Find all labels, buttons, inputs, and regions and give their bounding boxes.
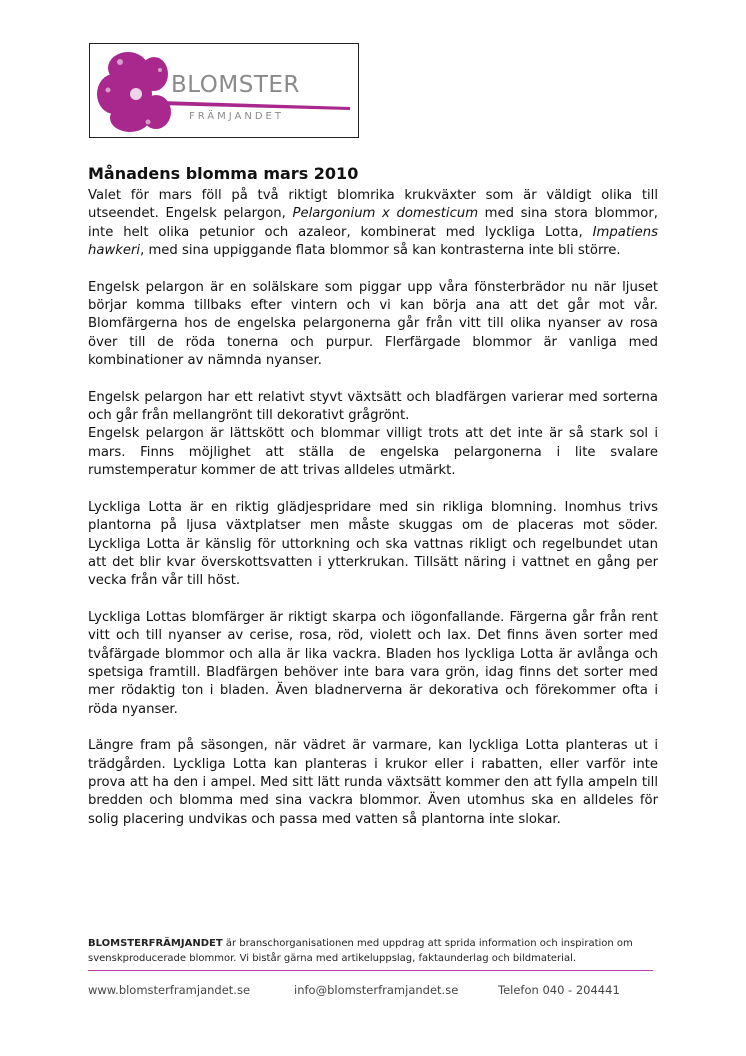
logo-brand-subtitle: FRÄMJANDET [189,111,284,122]
paragraph-text: Engelsk pelargon har ett relativt styvt växtsätt och bladfärgen varierar med sorterna och går från mellangrönt till dekorativt grågrönt. [88,389,658,424]
paragraph [88,609,658,719]
footer-website-link[interactable]: www.blomsterframjandet.se [88,983,251,997]
footer-description: är branschorganisationen med uppdrag att sprida information och inspiration om svenskproducerade blommor. Vi bistår gärna med artikeluppslag, faktaunderlag och bildmaterial. [88,938,633,964]
paragraph-text: Engelsk pelargon är en solälskare som piggar upp våra fönsterbrädor nu när ljuset börjar komma tillbaks efter vintern och vi kan börja ana att det går mot vår. Blomfärgerna hos de engelska pelargonerna går från vitt till olika nyanser av rosa över till de röda tonerna och purpur. Flerfärgade blommor är vanliga med kombinationer av nämnda nyanser. [88,279,658,369]
paragraph-text: , med sina uppiggande flata blommor så kan kontrasterna inte bli större. [140,243,621,259]
footer-email-link[interactable]: info@blomsterframjandet.se [294,983,459,997]
paragraph-text: Lyckliga Lottas blomfärger är riktigt skarpa och iögonfallande. Färgerna går från rent vitt och till nyanser av cerise, rosa, röd, violett och lax. Det finns även sorter med tvåfärgade blommor och alla är lika vackra. Bladen hos lyckliga Lotta är avlånga och spetsiga framtill. Bladfärgen behöver inte bara vara grön, idag finns det sorter med mer rödaktig ton i bladen. Även bladnerverna är dekorativa och förekommer ofta i röda nyanser. [88,609,658,717]
paragraph [88,499,658,591]
page-title: Månadens blomma mars 2010 [88,164,359,183]
logo-brand-name: BLOMSTER [171,72,300,98]
paragraph-text: Längre fram på säsongen, när vädret är varmare, kan lyckliga Lotta planteras ut i trädgården. Lyckliga Lotta kan planteras i krukor eller i rabatten, eller varför inte prova att ha den i ampel. Med sitt lätt runda växtsätt kommer den att fylla ampeln till bredden och blomma med sina vackra blommor. Även utomhus ska en alldeles för solig placering undvikas och passa med vatten så plantorna inte slokar. [88,738,658,827]
paragraph-text: Valet för mars föll på två riktigt blomrika krukväxter som är väldigt olika till utseendet. Engelsk pelargon, [88,188,658,222]
paragraph [88,279,658,371]
footer-divider [88,970,653,971]
footer-phone: Telefon 040 - 204441 [498,983,620,997]
latin-name: Impatiens hawkeri [88,224,658,259]
paragraph-text: med sina stora blommor, inte helt olika petunior och azaleor, kombinerat med lyckliga Lotta, [88,206,658,240]
paragraph [88,389,658,481]
paragraph [88,737,658,829]
paragraph [88,187,658,261]
footer-org: BLOMSTERFRÄMJANDET [88,938,223,949]
footer-note [88,936,658,966]
latin-name: Pelargonium x domesticum [292,206,479,222]
logo [89,43,359,138]
paragraph-text: Lyckliga Lotta är en riktig glädjespridare med sin rikliga blomning. Inomhus trivs plantorna på ljusa växtplatser men måste skuggas om de placeras mot söder. Lyckliga Lotta är känslig för uttorkning och ska vattnas rikligt och regelbundet utan att det blir kvar överskottsvatten i ytterkrukan. Tillsätt näring i vattnet en gång per vecka från vår till höst. [88,499,658,589]
paragraph-text: Engelsk pelargon är lättskött och blommar villigt trots att det inte är så stark sol i mars. Finns möjlighet att ställa de engelska pelargonerna i lite svalare rumstemperatur kommer de att trivas alldeles utmärkt. [88,426,658,479]
article-body [88,187,658,847]
